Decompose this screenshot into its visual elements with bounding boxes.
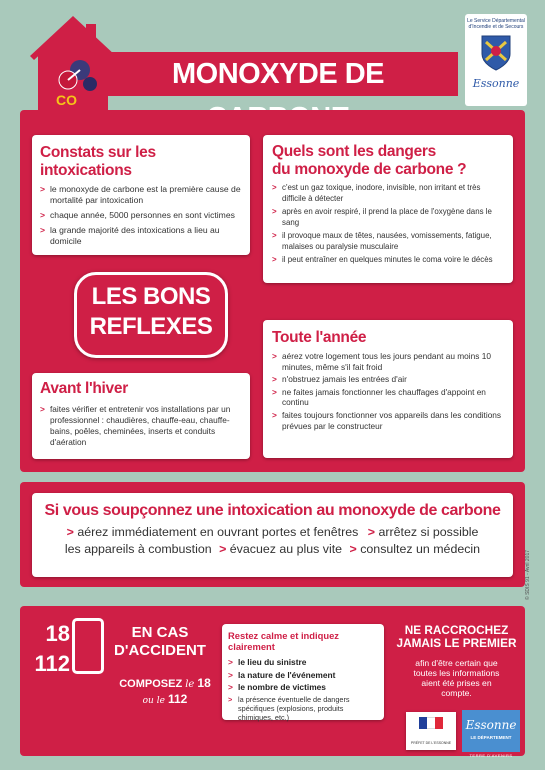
hiver-list [40,404,242,448]
phone-icon [72,618,104,674]
raccrochez-body: afin d'être certain que toutes les informations aient été prises en compte. [413,658,500,698]
essonne-tagline: TERRE D'AVENIRS [469,753,513,758]
suspicion-actions-row1 [32,525,513,539]
essonne-brand: Essonne [465,718,517,732]
arrow-icon: > [349,542,357,556]
calm-title: Restez calme et indiquez clairement [228,630,339,652]
sdis-logo [465,14,527,106]
list-item: > le monoxyde de carbone est la première cause de mortalité par intoxication [40,184,241,205]
essonne-departement: LE DÉPARTEMENT [470,735,512,740]
house-co-label: CO [56,92,77,108]
raccrochez-line2: JAMAIS LE PREMIER [396,636,517,650]
accident-heading [104,624,216,660]
suspicion-action: arrêtez si possible [378,525,479,539]
list-item: > après en avoir respiré, il prend la place de l'oxygène dans le sang [272,207,492,227]
dangers-card [263,135,513,283]
list-item: > aérez votre logement tous les jours pendant au moins 10 minutes, même s'il fait froid [272,351,491,372]
suspicion-action: consultez un médecin [360,542,481,556]
annee-list [272,351,504,431]
prefet-logo [406,712,456,750]
number-18: 18 [45,621,70,646]
annee-title: Toute l'année [272,329,367,346]
annee-card [263,320,513,458]
suspicion-action-cont: les appareils à combustion [64,542,212,556]
compose-ou-le: ou le [142,696,165,706]
list-item: > n'obstruez jamais les entrées d'air [272,374,407,385]
compose-block [110,676,220,706]
page-title-box [98,52,458,96]
suspicion-action: aérez immédiatement en ouvrant portes et fenêtres [77,525,359,539]
list-item: > la présence éventuelle de dangers spécifiques (explosions, produits chimiques, etc.) [228,694,350,722]
suspicion-title: Si vous soupçonnez une intoxication au monoxyde de carbone [44,502,501,519]
list-item: > la nature de l'événement [228,669,336,680]
compose-18: 18 [197,676,211,690]
calm-card [222,624,384,720]
hiver-title: Avant l'hiver [40,380,128,397]
accident-line2: D'ACCIDENT [114,642,206,659]
dangers-list [272,183,504,266]
compose-le: le [185,679,195,690]
raccrochez-line1: NE RACCROCHEZ [404,623,509,637]
list-item: > il peut entraîner en quelques minutes le coma voire le décès [272,255,493,264]
compose-label: COMPOSEZ [119,678,183,690]
dangers-title-line2: du monoxyde de carbone ? [272,161,467,178]
sdis-line2: d'Incendie et de Secours [468,24,524,30]
reflexes-line2: REFLEXES [89,313,213,340]
flag-icon [419,717,443,729]
sdis-line1: Le Service Départemental [467,18,525,24]
list-item: > chaque année, 5000 personnes en sont victimes [40,210,235,220]
list-item: > la grande majorité des intoxications a lieu au domicile [40,225,220,246]
arrow-icon: > [219,542,227,556]
list-item: > le nombre de victimes [228,682,326,692]
list-item: > c'est un gaz toxique, inodore, invisible, non irritant et très difficile à détecter [272,183,481,203]
arrow-icon: > [367,525,376,539]
raccrochez-block [394,624,519,698]
essonne-logo [462,710,520,752]
list-item: > il provoque maux de têtes, nausées, vomissements, fatigue, malaises ou paralysie musculaire [272,231,492,251]
list-item: > faites vérifier et entretenir vos installations par un professionnel : chaudières, chauffe-eau, chauffe-bains, poêles, cheminées, inserts et conduits d'aération [40,404,231,447]
calm-list [228,657,378,722]
number-112: 112 [34,651,70,676]
phone-numbers [30,622,70,676]
constats-title: Constats sur les intoxications [40,144,156,179]
reflexes-badge [74,272,228,358]
suspicion-actions-row2 [32,542,513,556]
hiver-card [32,373,250,459]
list-item: > faites toujours fonctionner vos appareils dans les conditions prévues par le constructeur [272,409,502,431]
page-title: MONOXYDE DE [171,58,385,90]
credit-text: © SDIS 91 - Avril 2017 [525,549,531,600]
suspicion-action: évacuez au plus vite [229,542,343,556]
sdis-brand: Essonne [472,77,520,90]
arrow-icon: > [66,525,74,539]
reflexes-line1: LES BONS [91,283,211,310]
constats-list [40,184,242,247]
prefet-label: PRÉFET DE L'ESSONNE [410,741,452,745]
compose-112: 112 [167,692,188,706]
shield-icon [476,32,516,72]
list-item: > ne faites jamais fonctionner les chauffages d'appoint en continu [272,386,486,408]
list-item: > le lieu du sinistre [228,657,307,667]
dangers-title-line1: Quels sont les dangers [272,143,436,160]
accident-line1: EN CAS [131,624,189,641]
suspicion-card [32,493,513,577]
constats-card [32,135,250,255]
